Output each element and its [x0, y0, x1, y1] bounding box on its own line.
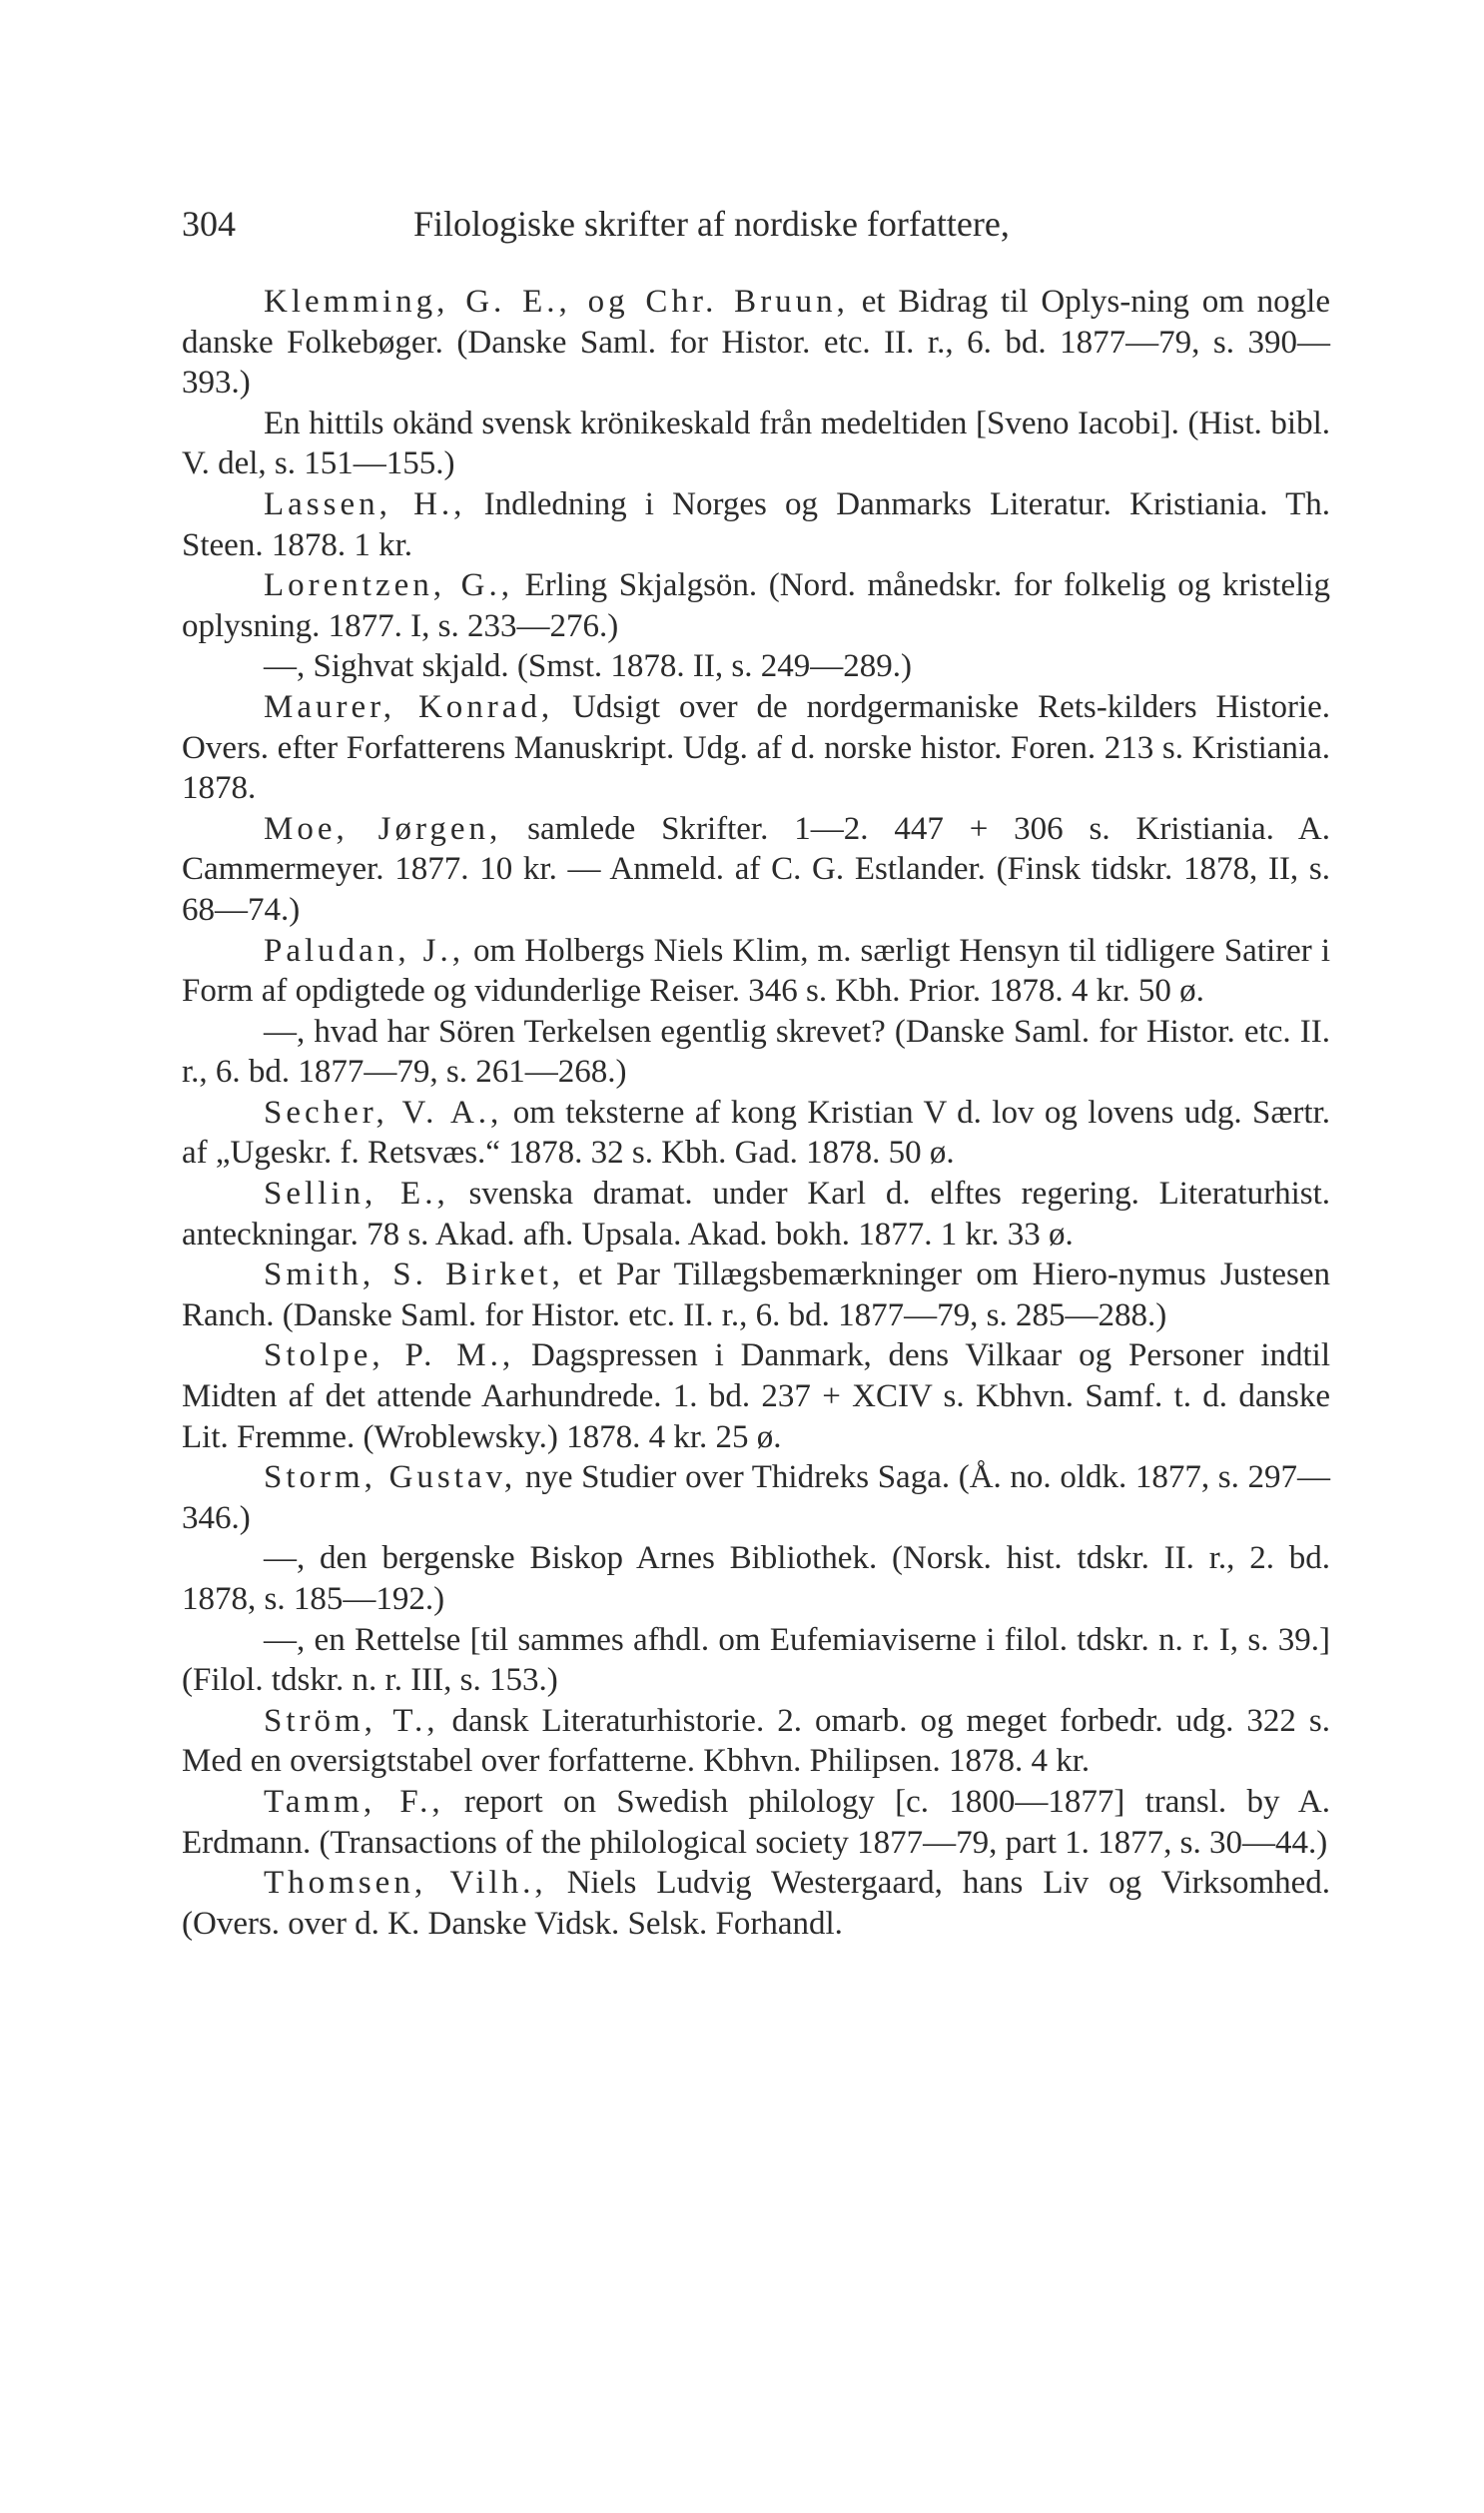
entry-author: Thomsen, Vilh., — [264, 1865, 547, 1902]
entry-text: —, den bergenske Biskop Arnes Bibliothek. (Norsk. hist. tdskr. II. r., 2. bd. 1878, s. 185—192.) — [182, 1540, 1330, 1617]
entry-text: —, Sighvat skjald. (Smst. 1878. II, s. 249—289.) — [264, 648, 912, 685]
bibliography-entry — [182, 1255, 1330, 1335]
entry-author: Stolpe, P. M., — [264, 1337, 515, 1374]
entry-text: dansk Literaturhistorie. 2. omarb. og meget forbedr. udg. 322 s. Med en oversigtstabel over forfatterne. Kbhvn. Philipsen. 1878. 4 kr. — [182, 1702, 1331, 1780]
entry-text: report on Swedish philology [c. 1800—1877] transl. by A. Erdmann. (Transactions of the philological society 1877—79, part 1. 1877, s. 30—44.) — [182, 1783, 1331, 1861]
bibliography-entry — [182, 1620, 1330, 1701]
entry-author: Maurer, Konrad, — [264, 688, 554, 725]
page-header — [182, 200, 1330, 248]
bibliography-entry — [182, 1335, 1330, 1457]
entry-text: Niels Ludvig Westergaard, hans Liv og Virksomhed. (Overs. over d. K. Danske Vidsk. Selsk. Forhandl. — [182, 1865, 1331, 1942]
entry-author: Lorentzen, G., — [264, 567, 513, 604]
entry-author: Ström, T., — [264, 1702, 439, 1739]
entry-author: Secher, V. A., — [264, 1094, 503, 1131]
bibliography-entry — [182, 1701, 1330, 1782]
bibliography-entry — [182, 282, 1330, 404]
entry-text: Dagspressen i Danmark, dens Vilkaar og Personer indtil Midten af det attende Aarhundrede. 1. bd. 237 + XCIV s. Kbhvn. Samf. t. d. danske Lit. Fremme. (Wroblewsky.) 1878. 4 kr. 25 ø. — [182, 1337, 1331, 1455]
entry-text: —, hvad har Sören Terkelsen egentlig skrevet? (Danske Saml. for Histor. etc. II. r., 6. bd. 1877—79, s. 261—268.) — [182, 1013, 1330, 1091]
running-title: Filologiske skrifter af nordiske forfattere, — [413, 204, 1010, 244]
entry-author: Tamm, F., — [264, 1783, 444, 1820]
entry-text: Erling Skjalgsön. (Nord. månedskr. for folkelig og kristelig oplysning. 1877. I, s. 233—276.) — [182, 567, 1331, 644]
bibliography-entry — [182, 1174, 1330, 1255]
bibliography-entry — [182, 931, 1330, 1012]
entry-text: om Holbergs Niels Klim, m. særligt Hensyn til tidligere Satirer i Form af opdigtede og vidunderlige Reiser. 346 s. Kbh. Prior. 1878. 4 kr. 50 ø. — [182, 932, 1331, 1010]
bibliography-entry — [182, 1863, 1330, 1944]
entry-author: Smith, S. Birket, — [264, 1256, 564, 1293]
entry-text: nye Studier over Thidreks Saga. (Å. no. oldk. 1877, s. 297—346.) — [182, 1459, 1331, 1536]
entry-text: Udsigt over de nordgermaniske Rets-kilders Historie. Overs. efter Forfatterens Manuskript. Udg. af d. norske histor. Foren. 213 s. Kristiania. 1878. — [182, 688, 1331, 807]
entry-text: et Bidrag til Oplys-ning om nogle danske Folkebøger. (Danske Saml. for Histor. etc. II. r., 6. bd. 1877—79, s. 390—393.) — [182, 284, 1330, 402]
entry-text: et Par Tillægsbemærkninger om Hiero-nymus Justesen Ranch. (Danske Saml. for Histor. etc. II. r., 6. bd. 1877—79, s. 285—288.) — [182, 1256, 1331, 1333]
bibliography-entry — [182, 809, 1330, 931]
bibliography-entry — [182, 646, 1330, 687]
bibliography-list — [182, 282, 1330, 1944]
entry-author: Klemming, G. E., og Chr. Bruun, — [264, 284, 849, 320]
bibliography-entry — [182, 484, 1330, 565]
bibliography-entry — [182, 565, 1330, 646]
entry-text: om teksterne af kong Kristian V d. lov og lovens udg. Særtr. af „Ugeskr. f. Retsvæs.“ 1878. 32 s. Kbh. Gad. 1878. 50 ø. — [182, 1094, 1330, 1172]
bibliography-entry — [182, 404, 1330, 484]
entry-text: —, en Rettelse [til sammes afhdl. om Eufemiaviserne i filol. tdskr. n. r. I, s. 39.] (Filol. tdskr. n. r. III, s. 153.) — [182, 1621, 1330, 1699]
bibliography-entry — [182, 1782, 1330, 1863]
entry-author: Paludan, J., — [264, 932, 464, 969]
entry-author: Moe, Jørgen, — [264, 810, 502, 847]
entry-author: Sellin, E., — [264, 1176, 449, 1213]
bibliography-entry — [182, 687, 1330, 809]
bibliography-entry — [182, 1012, 1330, 1093]
page-number: 304 — [182, 204, 236, 244]
bibliography-entry — [182, 1457, 1330, 1538]
entry-text: samlede Skrifter. 1—2. 447 + 306 s. Kristiania. A. Cammermeyer. 1877. 10 kr. — Anmeld. af C. G. Estlander. (Finsk tidskr. 1878, II, s. 68—74.) — [182, 810, 1331, 928]
entry-author: Storm, Gustav, — [264, 1459, 517, 1496]
entry-text: svenska dramat. under Karl d. elftes regering. Literaturhist. anteckningar. 78 s. Akad. afh. Upsala. Akad. bokh. 1877. 1 kr. 33 ø. — [182, 1176, 1331, 1253]
entry-text: En hittils okänd svensk krönikeskald från medeltiden [Sveno Iacobi]. (Hist. bibl. V. del, s. 151—155.) — [182, 405, 1330, 482]
entry-author: Lassen, H., — [264, 485, 466, 522]
entry-text: Indledning i Norges og Danmarks Literatur. Kristiania. Th. Steen. 1878. 1 kr. — [182, 485, 1331, 563]
bibliography-entry — [182, 1538, 1330, 1619]
bibliography-entry — [182, 1093, 1330, 1174]
